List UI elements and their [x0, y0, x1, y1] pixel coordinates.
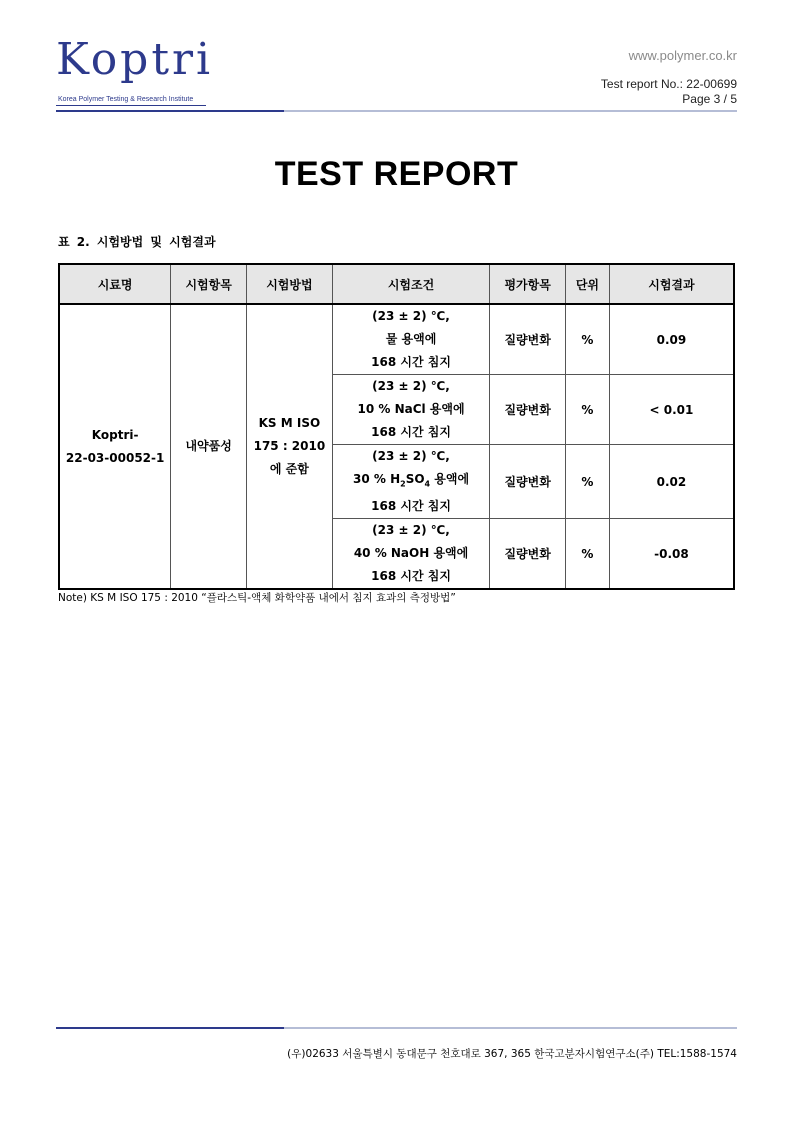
website-url: www.polymer.co.kr — [628, 48, 737, 63]
condition-temp: (23 ± 2) ℃, — [372, 523, 450, 538]
condition-solution: 40 % NaOH 용액에 — [353, 546, 469, 561]
header-divider — [56, 110, 737, 112]
report-number: Test report No.: 22-00699 — [600, 77, 737, 91]
unit-cell: % — [565, 375, 609, 445]
header-unit: 단위 — [565, 264, 609, 304]
test-method-line: 에 준함 — [269, 462, 309, 477]
condition-duration: 168 시간 침지 — [371, 355, 451, 369]
company-logo-subtitle: Korea Polymer Testing & Research Institute — [58, 96, 194, 103]
condition-duration: 168 시간 침지 — [371, 499, 451, 514]
formula-part: SO — [405, 472, 425, 486]
result-cell: 0.02 — [609, 445, 734, 519]
results-table — [58, 263, 735, 590]
test-item-cell: 내약품성 — [171, 304, 247, 589]
formula-subscript: 2 — [400, 479, 406, 489]
header-test-condition: 시험조건 — [332, 264, 489, 304]
test-method-cell — [247, 304, 333, 589]
header-sample-name: 시료명 — [59, 264, 171, 304]
header-evaluation-item: 평가항목 — [490, 264, 566, 304]
sample-name-cell — [59, 304, 171, 589]
result-cell: < 0.01 — [609, 375, 734, 445]
unit-cell: % — [565, 519, 609, 590]
condition-solution — [333, 468, 489, 495]
condition-duration: 168 시간 침지 — [371, 425, 451, 439]
formula-subscript: 4 — [424, 479, 431, 489]
header-result: 시험결과 — [609, 264, 734, 304]
header-test-method: 시험방법 — [247, 264, 333, 304]
condition-solution: 물 용액에 — [385, 332, 437, 346]
formula-part: 30 % H — [352, 472, 401, 486]
condition-solution: 10 % NaCl 용액에 — [357, 402, 465, 416]
condition-cell — [332, 375, 489, 445]
footer-divider — [56, 1027, 737, 1029]
result-cell: -0.08 — [609, 519, 734, 590]
sample-name-line: 22-03-00052-1 — [65, 450, 165, 465]
header-test-item: 시험항목 — [171, 264, 247, 304]
result-cell: 0.09 — [609, 304, 734, 375]
condition-duration: 168 시간 침지 — [371, 569, 451, 584]
condition-cell — [332, 519, 489, 590]
unit-cell: % — [565, 445, 609, 519]
evaluation-cell: 질량변화 — [490, 304, 566, 375]
evaluation-cell: 질량변화 — [490, 519, 566, 590]
table-caption: 표 2. 시험방법 및 시험결과 — [58, 235, 216, 249]
page-title: TEST REPORT — [274, 155, 519, 193]
condition-temp: (23 ± 2) ℃, — [372, 309, 450, 323]
test-method-line: KS M ISO — [258, 416, 321, 431]
table-header-row — [59, 264, 734, 304]
method-note: Note) KS M ISO 175 : 2010 “플라스틱-액체 화학약품 내에서 침지 효과의 측정방법” — [58, 592, 456, 604]
evaluation-cell: 질량변화 — [490, 375, 566, 445]
condition-temp: (23 ± 2) ℃, — [372, 379, 450, 393]
footer-address: (우)02633 서울특별시 동대문구 천호대로 367, 365 한국고분자시험연구소(주) TEL:1588-1574 — [287, 1048, 737, 1060]
unit-cell: % — [565, 304, 609, 375]
condition-temp: (23 ± 2) ℃, — [372, 449, 450, 463]
test-method-line: 175 : 2010 — [253, 439, 326, 454]
logo-underline — [56, 105, 206, 106]
condition-cell — [332, 304, 489, 375]
evaluation-cell: 질량변화 — [490, 445, 566, 519]
page-number: Page 3 / 5 — [682, 92, 737, 106]
table-row — [59, 304, 734, 375]
company-logo: Koptri — [56, 34, 214, 85]
formula-part: 용액에 — [430, 472, 470, 486]
condition-cell — [332, 445, 489, 519]
sample-name-line: Koptri- — [91, 427, 139, 442]
